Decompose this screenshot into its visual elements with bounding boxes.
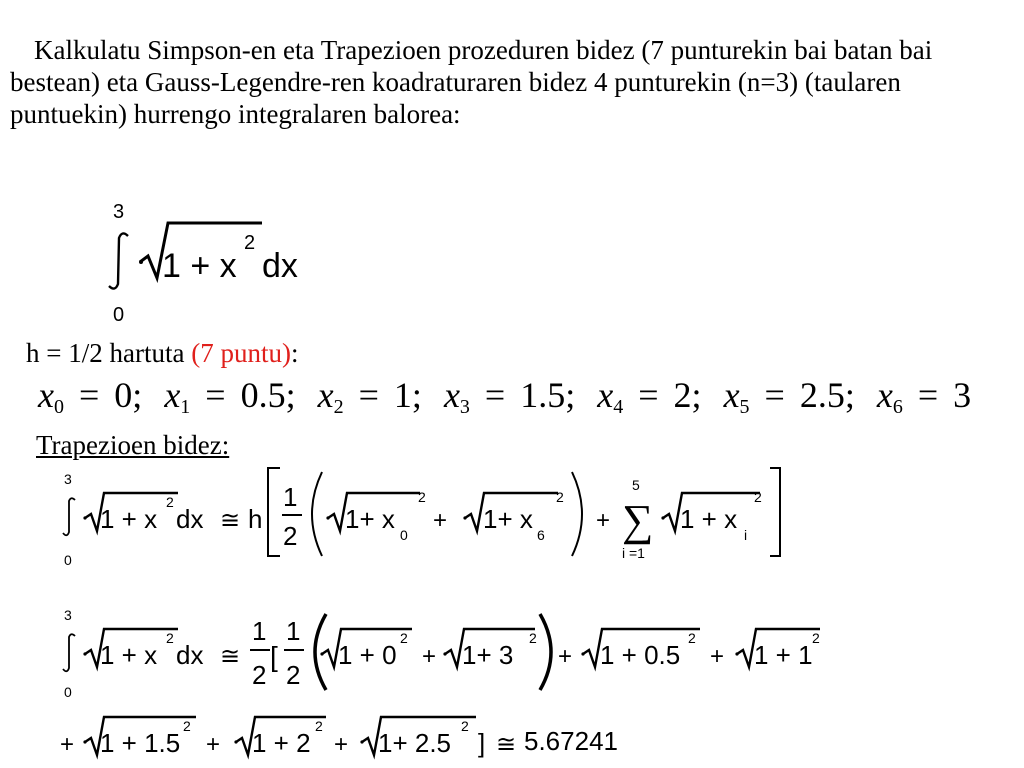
f1-left-paren (312, 472, 322, 556)
f1-sum-sign: ∑ (622, 496, 654, 545)
f3-term5-exp: 2 (183, 718, 191, 734)
f1-plus: + (433, 507, 448, 534)
f2-plus-2: + (558, 643, 573, 670)
f3-plus-0: + (60, 731, 75, 758)
point-var: x (443, 375, 460, 415)
f1-term1-sub: 0 (400, 527, 408, 543)
f1-sum-lower: i =1 (622, 545, 645, 561)
f3-plus-2: + (334, 731, 349, 758)
point-index: 4 (613, 396, 624, 418)
trapezoid-numeric-row1 (63, 607, 820, 700)
f2-frac2-den: 2 (286, 660, 301, 690)
integral-lower-limit: 0 (113, 304, 125, 326)
f3-term6-exp: 2 (315, 718, 323, 734)
integral-sign (109, 233, 128, 288)
point-var: x (317, 375, 334, 415)
point-index: 0 (53, 396, 64, 418)
f2-approx: ≅ (220, 643, 241, 670)
f1-term2-sub: 6 (537, 527, 545, 543)
f2-term4-exp: 2 (812, 630, 820, 646)
f1-lhs-exp: 2 (166, 494, 174, 510)
trapezoid-numeric-row2 (60, 717, 516, 758)
f1-dx: dx (176, 504, 204, 534)
point-equals: = (349, 375, 388, 415)
point-5 (723, 375, 855, 418)
f1-term2-exp: 2 (556, 489, 564, 505)
h-prefix: h = 1/2 hartuta (26, 338, 192, 368)
point-equals: = (196, 375, 235, 415)
point-1 (164, 375, 296, 418)
f2-term4: 1 + 1 (754, 640, 813, 670)
main-integral (109, 201, 298, 326)
point-4 (597, 375, 702, 418)
f2-term2-exp: 2 (529, 630, 537, 646)
point-value: 3 (953, 375, 972, 415)
f2-frac1-num: 1 (252, 616, 267, 646)
f3-approx: ≅ (496, 731, 517, 758)
f2-dx: dx (176, 640, 204, 670)
point-value: 0.5; (240, 375, 296, 415)
integral-upper-limit: 3 (113, 201, 125, 223)
f2-plus-1: + (422, 643, 437, 670)
point-value: 2.5; (799, 375, 855, 415)
f3-term5: 1 + 1.5 (100, 728, 181, 758)
f2-frac2-num: 1 (286, 616, 301, 646)
f2-integral-sign (63, 634, 75, 671)
points-line (38, 374, 993, 419)
point-equals: = (629, 375, 668, 415)
f2-term1-exp: 2 (400, 630, 408, 646)
f1-term3-exp: 2 (754, 489, 762, 505)
f1-right-bracket (770, 468, 780, 556)
point-var: x (164, 375, 181, 415)
integral-dx: dx (262, 247, 298, 285)
f1-half-den: 2 (283, 521, 298, 551)
point-var: x (876, 375, 893, 415)
point-index: 3 (459, 396, 470, 418)
point-equals: = (475, 375, 515, 415)
trapezoid-title: Trapezioen bidez: (36, 430, 230, 460)
point-2 (317, 375, 422, 418)
f2-term1: 1 + 0 (338, 640, 397, 670)
point-var: x (38, 375, 54, 415)
intro-text: Kalkulatu Simpson-en eta Trapezioen prozeduren bidez (7 punturekin bai batan bai bestean) eta Gauss-Legendre-ren koadraturaren bidez 4 punturekin (n=3) (taularen puntuekin) hurrengo integralaren balorea: (10, 35, 933, 129)
f1-term1-exp: 2 (418, 489, 426, 505)
f3-term7-exp: 2 (461, 718, 469, 734)
f1-sum-upper: 5 (632, 477, 640, 493)
f2-frac1-den: 2 (252, 660, 267, 690)
f1-right-paren (572, 472, 582, 556)
integral-exponent: 2 (244, 232, 256, 254)
f3-term6: 1 + 2 (252, 728, 311, 758)
f2-term3: 1 + 0.5 (600, 640, 681, 670)
f1-plus-2: + (596, 507, 611, 534)
point-value: 0; (114, 375, 143, 415)
f1-term3: 1 + x (680, 504, 738, 534)
point-var: x (723, 375, 740, 415)
f3-term7: 1+ 2.5 (378, 728, 452, 758)
f2-bracket-open: [ (270, 641, 278, 672)
f2-upper-limit: 3 (64, 607, 72, 623)
point-index: 2 (333, 396, 344, 418)
f1-term2: 1+ x (483, 504, 533, 534)
point-equals: = (755, 375, 794, 415)
f2-plus-3: + (710, 643, 725, 670)
trapezoid-formula (63, 468, 780, 568)
f1-integral-sign (63, 498, 75, 535)
f2-term2: 1+ 3 (462, 640, 514, 670)
point-index: 6 (892, 396, 903, 418)
f2-term3-exp: 2 (688, 630, 696, 646)
f2-lower-limit: 0 (64, 684, 72, 700)
point-value: 1; (393, 375, 422, 415)
h-highlight: (7 puntu) (191, 338, 291, 368)
f3-bracket-close: ] (478, 728, 486, 758)
step-size-line (26, 338, 298, 369)
f2-right-paren (540, 614, 551, 690)
f2-lhs-exp: 2 (166, 630, 174, 646)
point-3 (443, 375, 576, 418)
point-0 (38, 375, 143, 418)
point-value: 1.5; (520, 375, 576, 415)
f1-half-num: 1 (283, 482, 298, 512)
f1-upper-limit: 3 (64, 471, 72, 487)
point-index: 1 (180, 396, 191, 418)
point-var: x (597, 375, 614, 415)
integral-radicand: 1 + x (162, 247, 237, 285)
result-value: 5.67241 (524, 726, 618, 756)
h-suffix: : (290, 338, 299, 368)
point-6 (876, 375, 972, 418)
f1-lhs-radicand: 1 + x (100, 504, 158, 534)
point-value: 2; (673, 375, 702, 415)
f1-term3-sub: i (744, 527, 748, 543)
f1-lower-limit: 0 (64, 552, 72, 568)
f1-left-bracket (268, 468, 280, 556)
f1-h: h (248, 504, 263, 534)
f1-approx: ≅ (220, 507, 241, 534)
f1-term1: 1+ x (345, 504, 395, 534)
point-equals: = (69, 375, 109, 415)
point-index: 5 (739, 396, 750, 418)
f2-lhs-radicand: 1 + x (100, 640, 158, 670)
point-equals: = (908, 375, 948, 415)
f3-plus-1: + (206, 731, 221, 758)
